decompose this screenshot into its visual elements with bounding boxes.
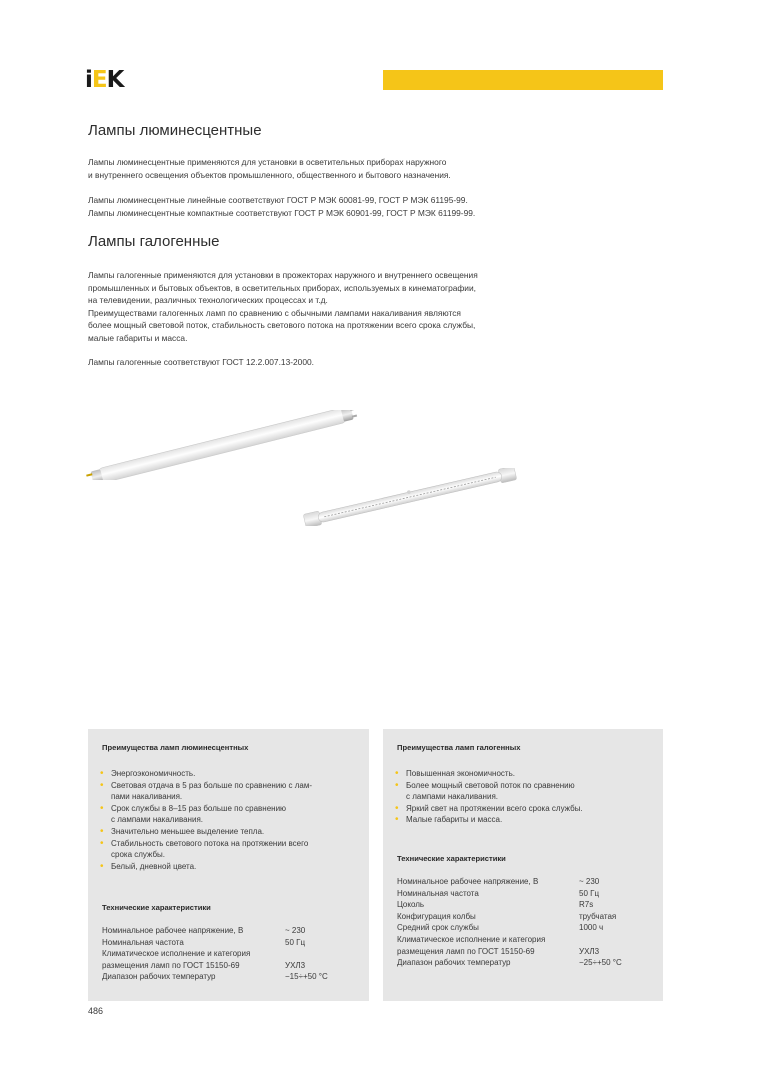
text-line: с лампами накаливания. <box>406 792 498 802</box>
fluorescent-lamps-description <box>88 156 451 181</box>
spec-value: 1000 ч <box>579 923 604 933</box>
advantages-list <box>395 768 583 826</box>
spec-value: ~ 230 <box>285 926 306 935</box>
spec-label: размещения ламп по ГОСТ 15150-69 <box>397 946 535 956</box>
specs-title: Технические характеристики <box>102 903 211 912</box>
halogen-advantages-panel <box>383 729 663 1001</box>
text-line: промышленных и бытовых объектов, в осветительных приборах, используемых в кинематографии, <box>88 282 476 293</box>
halogen-lamps-standards <box>88 356 314 369</box>
text-line: • Более мощный световой поток по сравнению <box>406 780 575 790</box>
text-line: • Малые габариты и масса. <box>406 815 503 825</box>
text-line: • Световая отдача в 5 раз больше по сравнению с лам- <box>111 780 313 790</box>
spec-row <box>397 911 657 923</box>
text-line: • Стабильность светового потока на протяжении всего <box>111 838 309 848</box>
fluorescent-lamps-title: Лампы люминесцентные <box>88 122 262 139</box>
spec-label: Диапазон рабочих температур <box>397 958 511 968</box>
text-line: срока службы. <box>111 850 165 860</box>
spec-value: R7s <box>579 900 594 910</box>
list-item <box>100 780 312 803</box>
text-line: пами накаливания. <box>111 792 183 802</box>
spec-row <box>102 960 362 972</box>
list-item <box>395 803 583 815</box>
page-number: 486 <box>88 1006 104 1016</box>
header-accent-bar <box>383 70 663 90</box>
spec-label: Конфигурация колбы <box>397 911 476 921</box>
text-line: с лампами накаливания. <box>111 815 203 825</box>
text-line: Лампы галогенные применяются для установки в прожекторах наружного и внутреннего освещения <box>88 270 478 280</box>
spec-row <box>397 934 657 946</box>
text-line: • Повышенная экономичность. <box>406 769 515 778</box>
text-line: Лампы люминесцентные применяются для установки в осветительных приборах наружного <box>88 157 447 167</box>
text-line: Лампы люминесцентные линейные соответствуют ГОСТ Р МЭК 60081-99, ГОСТ Р МЭК 61195-99. <box>88 195 468 205</box>
spec-row <box>102 937 362 949</box>
iek-logo: iEK <box>85 67 124 93</box>
spec-label: Номинальное рабочее напряжение, В <box>397 877 539 886</box>
spec-label: Номинальная частота <box>102 937 184 947</box>
spec-value: −25÷+50 °С <box>579 958 622 968</box>
spec-row <box>397 888 657 900</box>
spec-label: Номинальная частота <box>397 888 479 898</box>
list-item <box>100 768 312 780</box>
text-line: на телевидении, различных технологических процессах и т.д. <box>88 295 328 306</box>
list-item <box>100 861 312 873</box>
list-item <box>100 826 312 838</box>
spec-row <box>397 922 657 934</box>
text-line: Лампы люминесцентные компактные соответствуют ГОСТ Р МЭК 60901-99, ГОСТ Р МЭК 61199-99. <box>88 207 476 218</box>
spec-row <box>102 925 362 937</box>
text-line: • Значительно меньшее выделение тепла. <box>111 826 265 836</box>
spec-label: Средний срок службы <box>397 923 479 933</box>
spec-label: Диапазон рабочих температур <box>102 972 216 982</box>
halogen-lamps-title: Лампы галогенные <box>88 233 220 250</box>
spec-value: ~ 230 <box>579 877 600 886</box>
text-line: малые габариты и масса. <box>88 332 188 343</box>
fluorescent-lamps-standards <box>88 194 475 219</box>
advantages-list <box>100 768 312 872</box>
list-item <box>100 803 312 826</box>
spec-value: −15÷+50 °С <box>285 972 328 982</box>
text-line: Лампы галогенные соответствуют ГОСТ 12.2.007.13-2000. <box>88 357 314 367</box>
list-item <box>395 780 583 803</box>
fluorescent-advantages-panel <box>88 729 369 1001</box>
text-line: и внутреннего освещения объектов промышленного, общественного и бытового назначения. <box>88 169 451 180</box>
spec-row <box>102 971 362 983</box>
panel-title: Преимущества ламп люминесцентных <box>102 743 249 752</box>
list-item <box>395 768 583 780</box>
spec-row <box>397 946 657 958</box>
spec-value: УХЛ3 <box>579 946 600 956</box>
spec-label: Климатическое исполнение и категория <box>102 949 251 959</box>
spec-value: 50 Гц <box>285 937 306 947</box>
specs-title: Технические характеристики <box>397 854 506 863</box>
spec-label: Цоколь <box>397 900 425 910</box>
text-line: • Энергоэкономичность. <box>111 769 196 778</box>
spec-row <box>397 957 657 969</box>
halogen-lamps-description <box>88 269 478 345</box>
spec-value: 50 Гц <box>579 888 600 898</box>
spec-label: Номинальное рабочее напряжение, В <box>102 926 244 935</box>
spec-row <box>102 948 362 960</box>
text-line: • Срок службы в 8–15 раз больше по сравнению <box>111 803 287 813</box>
text-line: более мощный световой поток, стабильность светового потока на протяжении всего срока службы, <box>88 320 476 331</box>
specs-table <box>102 925 362 983</box>
list-item <box>100 838 312 861</box>
spec-row <box>397 899 657 911</box>
text-line: • Яркий свет на протяжении всего срока службы. <box>406 803 583 813</box>
halogen-lamp-photo <box>298 468 522 526</box>
specs-table <box>397 876 657 969</box>
text-line: Преимуществами галогенных ламп по сравнению с обычными лампами накаливания являются <box>88 307 461 318</box>
spec-row <box>397 876 657 888</box>
spec-label: размещения ламп по ГОСТ 15150-69 <box>102 960 240 970</box>
spec-value: УХЛ3 <box>285 960 306 970</box>
list-item <box>395 814 583 826</box>
spec-value: трубчатая <box>579 911 617 921</box>
panel-title: Преимущества ламп галогенных <box>397 743 521 752</box>
spec-label: Климатическое исполнение и категория <box>397 934 546 944</box>
text-line: • Белый, дневной цвета. <box>111 861 197 871</box>
